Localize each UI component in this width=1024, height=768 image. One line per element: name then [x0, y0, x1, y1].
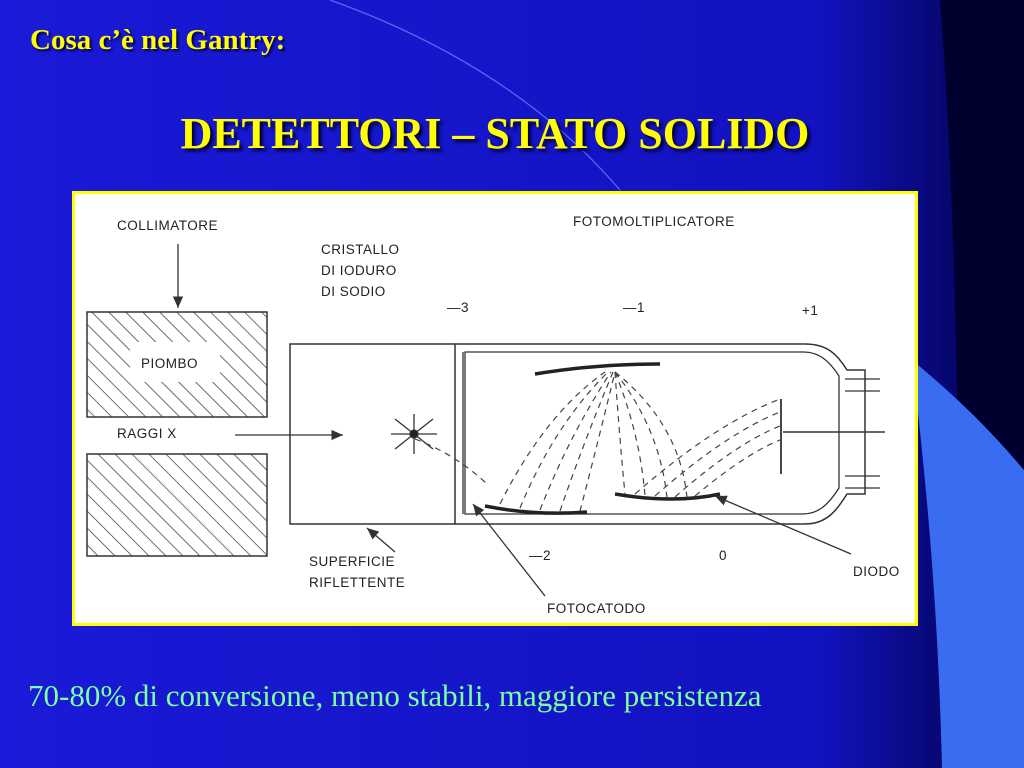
label-cristallo-1: CRISTALLO	[321, 242, 400, 257]
label-diodo: DIODO	[853, 564, 900, 579]
label-dynode-minus-1: —1	[623, 300, 646, 315]
slide-caption: 70-80% di conversione, meno stabili, maggiore persistenza	[28, 678, 762, 713]
label-fotocatodo: FOTOCATODO	[547, 601, 646, 616]
label-dynode-plus-1: +1	[802, 303, 819, 318]
dynode-bottom-right	[615, 494, 720, 499]
label-cristallo-3: DI SODIO	[321, 284, 386, 299]
label-superficie-1: SUPERFICIE	[309, 554, 396, 569]
photomultiplier-tube	[455, 344, 865, 524]
label-fotomoltiplicatore: FOTOMOLTIPLICATORE	[573, 214, 735, 229]
detector-diagram	[72, 191, 918, 626]
label-cristallo-2: DI IODURO	[321, 263, 397, 278]
dynode-top	[535, 364, 660, 374]
label-dynode-minus-2: —2	[529, 548, 552, 563]
label-superficie-2: RIFLETTENTE	[309, 575, 406, 590]
diode-arrow	[715, 496, 851, 554]
label-collimatore: COLLIMATORE	[117, 218, 219, 233]
label-dynode-minus-3: —3	[447, 300, 470, 315]
label-dynode-0: 0	[719, 548, 728, 563]
slide-subtitle: Cosa c’è nel Gantry:	[30, 24, 286, 56]
lead-block-bottom	[87, 454, 267, 556]
slide-title: DETETTORI – STATO SOLIDO	[180, 109, 810, 158]
label-piombo: PIOMBO	[141, 356, 199, 371]
dynode-bottom-left	[485, 506, 587, 513]
scintillation-flash-icon	[391, 414, 437, 454]
label-raggi-x: RAGGI X	[117, 426, 177, 441]
surface-arrow	[367, 528, 395, 552]
